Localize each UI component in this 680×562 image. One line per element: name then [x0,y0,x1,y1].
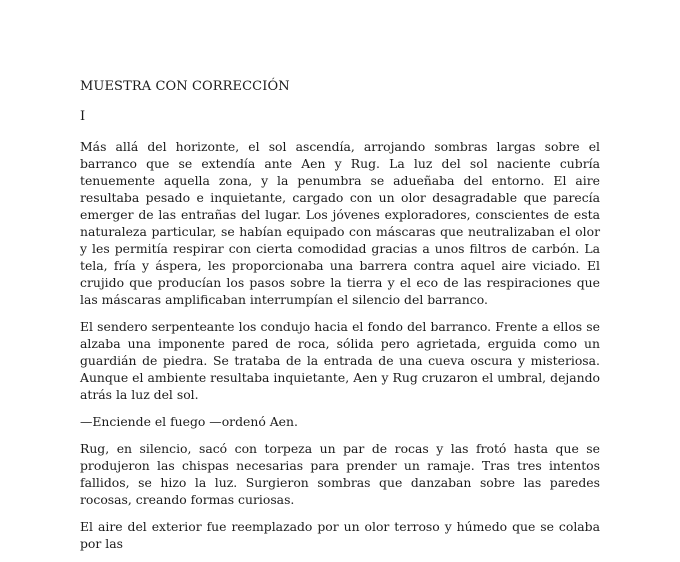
document-title: MUESTRA CON CORRECCIÓN [80,79,290,94]
paragraph-2: El sendero serpenteante los condujo hacia el fondo del barranco. Frente a ellos se alzaba una imponente pared de roca, sólida pero agrietada, erguida como un guardián de piedra. Se trataba de la entrada de una cueva oscura y misteriosa. Aunque el ambiente resultaba inquietante, Aen y Rug cruzaron el umbral, dejando atrás la luz del sol. [80,319,600,402]
dialogue-line: —Enciende el fuego —ordenó Aen. [80,414,298,429]
paragraph-3: Rug, en silencio, sacó con torpeza un par de rocas y las frotó hasta que se produjeron las chispas necesarias para prender un ramaje. Tras tres intentos fallidos, se hizo la luz. Surgieron sombras que danzaban sobre las paredes rocosas, creando formas curiosas. [80,441,600,507]
document-body [80,78,600,562]
section-number: I [80,109,86,124]
paragraph-4: El aire del exterior fue reemplazado por un olor terroso y húmedo que se colaba por las [80,519,600,551]
paragraph-1: Más allá del horizonte, el sol ascendía, arrojando sombras largas sobre el barranco que se extendía ante Aen y Rug. La luz del sol naciente cubría tenuemente aquella zona, y la penumbra se adueñaba del entorno. El aire resultaba pesado e inquietante, cargado con un olor desagradable que parecía emerger de las entrañas del lugar. Los jóvenes exploradores, conscientes de esta naturaleza particular, se habían equipado con máscaras que neutralizaban el olor y les permitía respirar con cierta comodidad gracias a unos filtros de carbón. La tela, fría y áspera, les proporcionaba una barrera contra aquel aire viciado. El crujido que producían los pasos sobre la tierra y el eco de las respiraciones que las máscaras amplificaban interrumpían el silencio del barranco. [80,139,600,307]
